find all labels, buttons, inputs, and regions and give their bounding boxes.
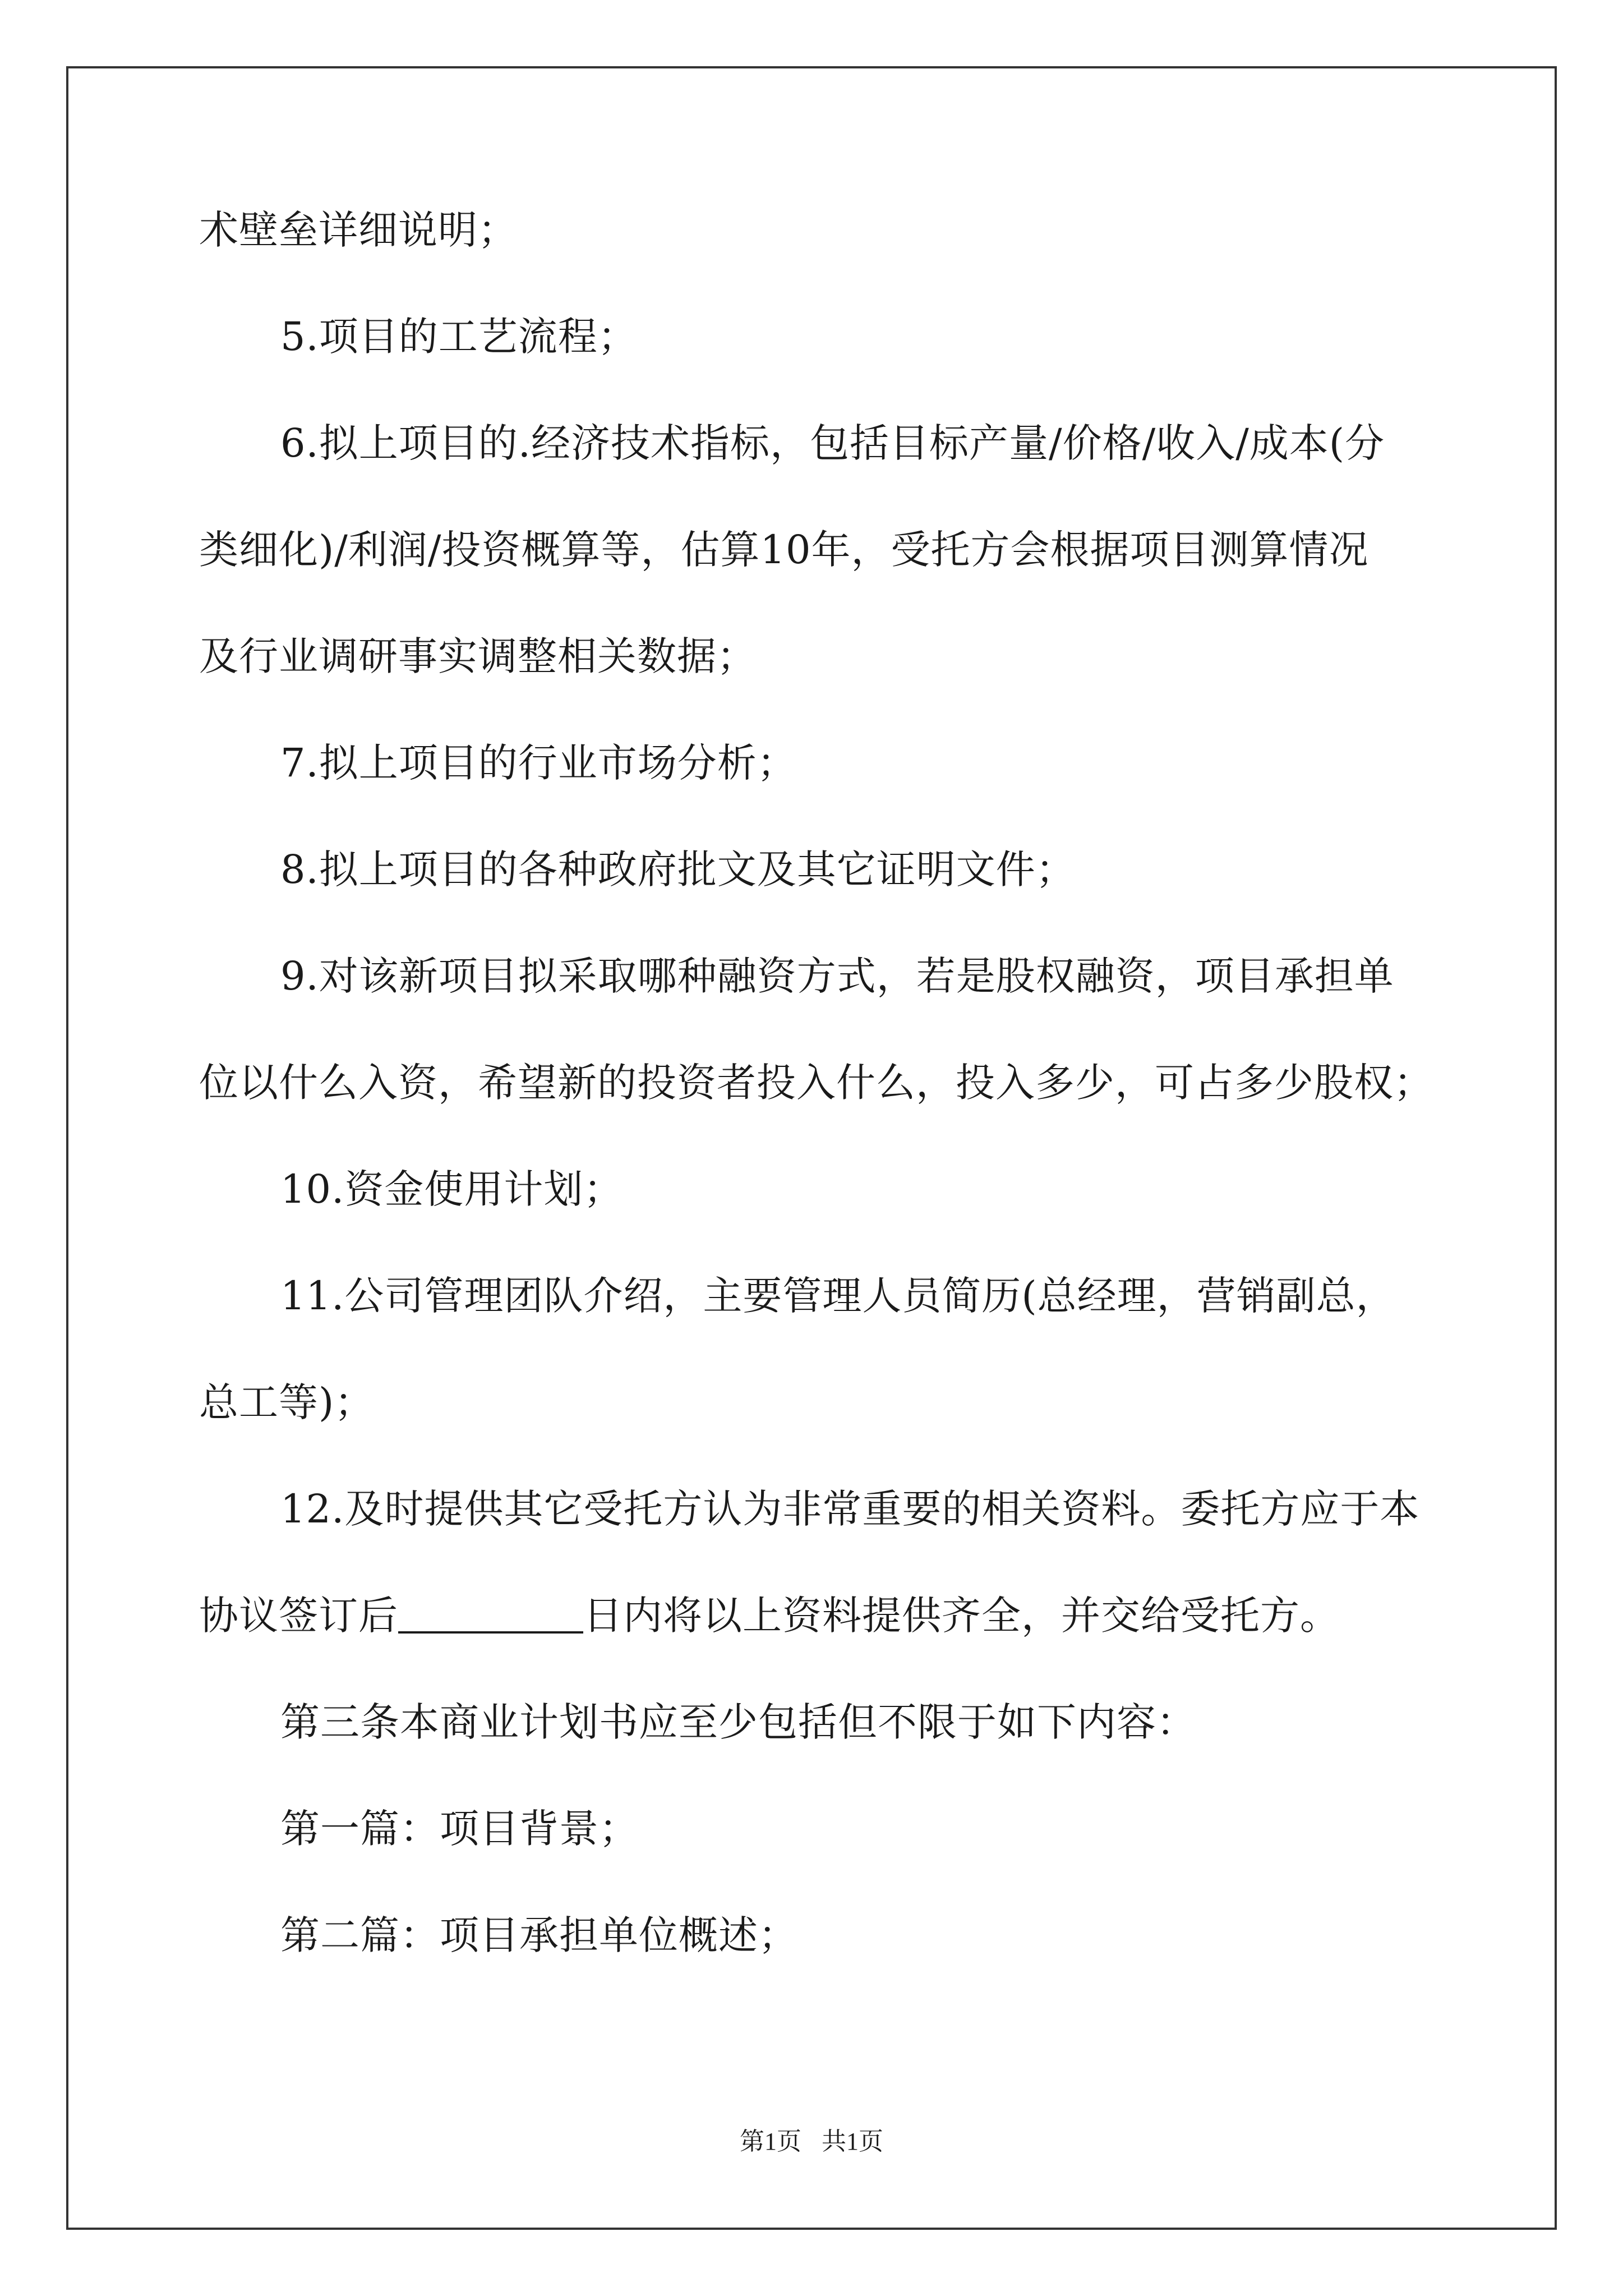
list-item-10: 10.资金使用计划；	[280, 1166, 624, 1212]
page-footer	[0, 2125, 1623, 2159]
page-border	[66, 66, 1557, 2230]
blank-underline	[398, 1592, 583, 1634]
list-item-11: 11.公司管理团队介绍，主要管理人员简历(总经理，营销副总，	[280, 1273, 1396, 1319]
list-item-9: 9.对该新项目拟采取哪种融资方式，若是股权融资，项目承担单	[280, 953, 1394, 999]
paragraph-line	[199, 1588, 1340, 1644]
list-item-5: 5.项目的工艺流程；	[280, 314, 638, 360]
list-item-12: 12.及时提供其它受托方认为非常重要的相关资料。委托方应于本	[280, 1486, 1420, 1532]
list-item-6: 6.拟上项目的.经济技术指标，包括目标产量/价格/收入/成本(分	[280, 420, 1385, 466]
paragraph-line: 术壁垒详细说明；	[199, 207, 518, 253]
list-item-8: 8.拟上项目的各种政府批文及其它证明文件；	[280, 846, 1076, 892]
total-pages: 共1页	[822, 2128, 883, 2155]
line-segment: 协议签订后	[199, 1593, 398, 1639]
paragraph-line: 总工等)；	[199, 1379, 375, 1425]
section-1-item: 第一篇：项目背景；	[280, 1806, 639, 1852]
article-3-heading: 第三条本商业计划书应至少包括但不限于如下内容：	[280, 1699, 1196, 1745]
paragraph-line: 位以什么入资，希望新的投资者投入什么，投入多少，可占多少股权；	[199, 1060, 1433, 1106]
paragraph-line: 类细化)/利润/投资概算等，估算10年，受托方会根据项目测算情况	[199, 527, 1369, 573]
page-number: 第1页	[740, 2128, 801, 2155]
list-item-7: 7.拟上项目的行业市场分析；	[280, 740, 797, 786]
line-segment: 日内将以上资料提供齐全，并交给受托方。	[583, 1593, 1340, 1639]
section-2-item: 第二篇：项目承担单位概述；	[280, 1912, 798, 1958]
paragraph-line: 及行业调研事实调整相关数据；	[199, 633, 757, 679]
